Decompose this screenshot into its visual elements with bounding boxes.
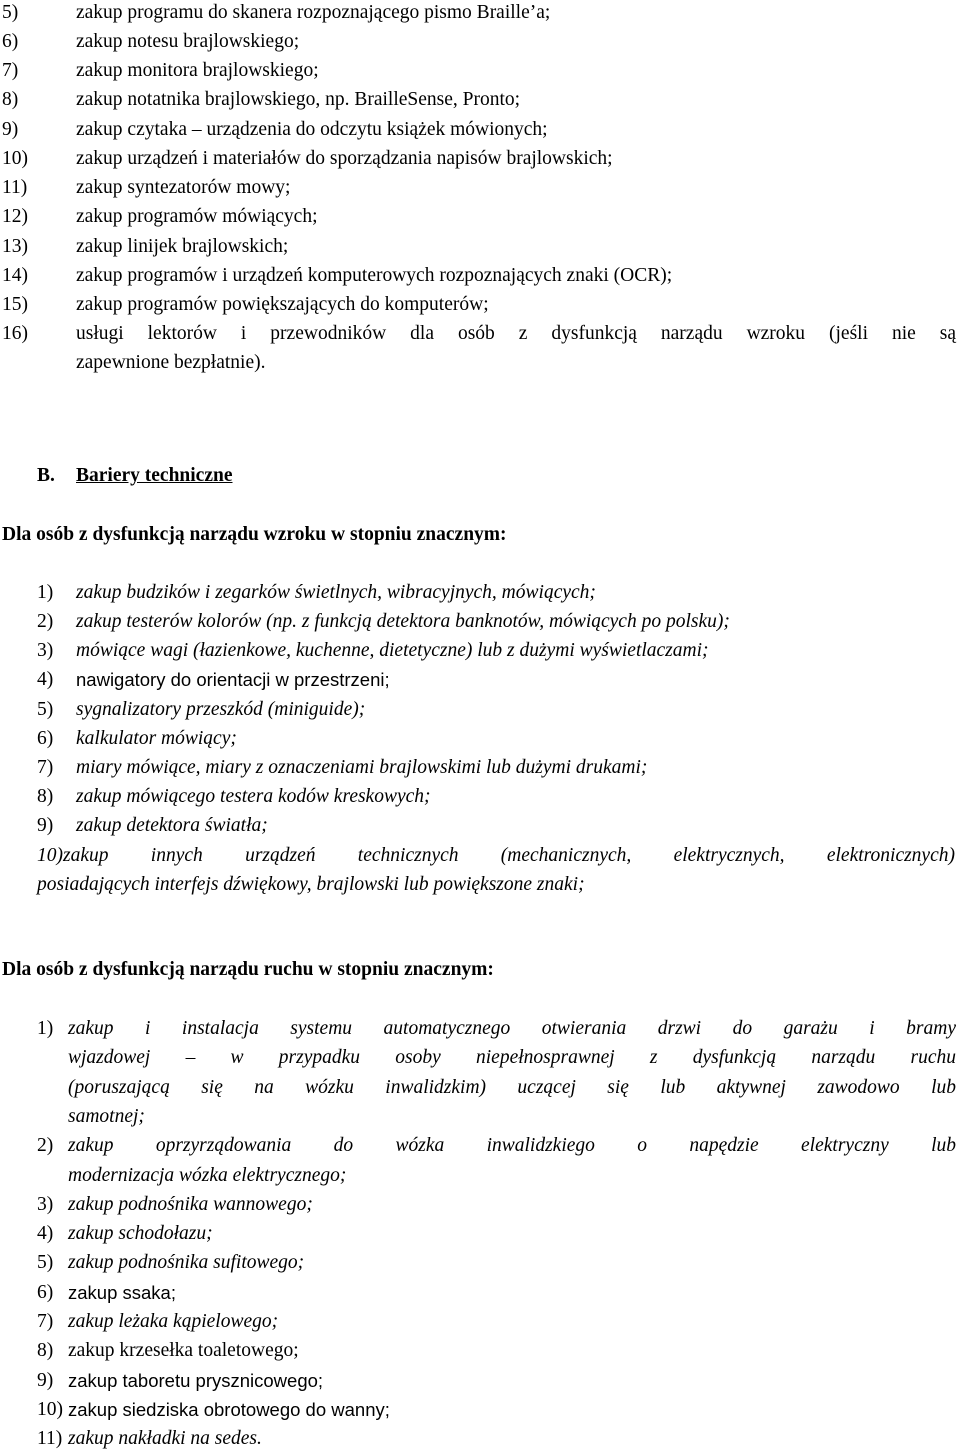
item-text: zakup ssaka;: [68, 1281, 176, 1303]
item-text: zakup notatnika brajlowskiego, np. BrailleSense, Pronto;: [76, 89, 521, 110]
item-text: zakup syntezatorów mowy;: [76, 177, 291, 198]
item-text: zakup siedziska obrotowego do wanny;: [68, 1398, 390, 1420]
item-number: 7): [37, 1311, 54, 1332]
item-text: kalkulator mówiący;: [76, 728, 237, 749]
heading-text: Dla osób z dysfunkcją narządu wzroku w stopniu znacznym:: [2, 524, 507, 545]
item-number: 9): [37, 1369, 54, 1391]
item-text: posiadających interfejs dźwiękowy, brajlowski lub powiększone znaki;: [37, 874, 585, 895]
item-text: zakup oprzyrządowania do wózka inwalidzkiego o napędzie elektryczny lub: [68, 1135, 956, 1157]
item-text: zakup programu do skanera rozpoznającego pismo Braille’a;: [76, 2, 551, 23]
item-number: 7): [2, 60, 19, 81]
item-number: 4): [37, 1223, 54, 1245]
item-number: 10): [2, 148, 28, 169]
item-text: zakup taboretu prysznicowego;: [68, 1369, 324, 1391]
item-text: zakup budzików i zegarków świetlnych, wibracyjnych, mówiących;: [76, 582, 596, 603]
item-text: zakup detektora światła;: [76, 815, 268, 836]
item-number: 13): [2, 236, 28, 257]
item-number: 16): [2, 323, 28, 344]
item-number: 7): [37, 757, 54, 778]
item-number: 10): [37, 845, 63, 866]
item-number: 6): [37, 728, 54, 749]
item-text: zakup programów i urządzeń komputerowych rozpoznających znaki (OCR);: [76, 265, 673, 286]
item-number: 8): [37, 1340, 54, 1362]
item-text: zakup podnośnika sufitowego;: [68, 1252, 305, 1274]
item-number: 4): [37, 669, 54, 690]
item-number: 15): [2, 294, 28, 315]
item-text: (poruszającą się na wózku inwalidzkim) uczącej się lub aktywnej zawodowo lub: [68, 1076, 956, 1098]
item-number: 5): [2, 2, 19, 23]
item-text: zakup notesu brajlowskiego;: [76, 31, 300, 52]
item-text: zapewnione bezpłatnie).: [76, 352, 266, 373]
item-text: [37, 843, 955, 869]
heading-text: Dla osób z dysfunkcją narządu ruchu w stopniu znacznym:: [2, 959, 494, 980]
item-text: nawigatory do orientacji w przestrzeni;: [76, 669, 390, 690]
item-number: 11): [2, 177, 28, 198]
item-number: 6): [37, 1281, 54, 1303]
item-number: 3): [37, 640, 54, 661]
item-text: zakup linijek brajlowskich;: [76, 236, 289, 257]
item-number: 1): [37, 1018, 54, 1039]
item-number: 9): [37, 815, 54, 836]
item-number: 8): [2, 89, 19, 110]
item-text: samotnej;: [68, 1105, 145, 1127]
item-number: 10): [37, 1398, 63, 1420]
item-number: 5): [37, 1252, 54, 1274]
item-text: zakup schodołazu;: [68, 1223, 213, 1245]
item-text: modernizacja wózka elektrycznego;: [68, 1164, 347, 1186]
item-number: 2): [37, 611, 54, 632]
item-text: sygnalizatory przeszkód (miniguide);: [76, 699, 366, 720]
item-text: zakup nakładki na sedes.: [68, 1428, 262, 1450]
item-text: zakup programów powiększających do komputerów;: [76, 294, 489, 315]
item-number: 1): [37, 582, 54, 603]
item-text: zakup monitora brajlowskiego;: [76, 60, 319, 81]
item-number: 14): [2, 265, 28, 286]
item-text: zakup mówiącego testera kodów kreskowych;: [76, 786, 431, 807]
item-number: 3): [37, 1193, 54, 1215]
item-text: zakup testerów kolorów (np. z funkcją detektora banknotów, mówiących po polsku);: [76, 611, 730, 632]
item-number: 8): [37, 786, 54, 807]
item-text: usługi lektorów i przewodników dla osób z dysfunkcją narządu wzroku (jeśli nie są: [76, 323, 956, 344]
item-number: 11): [37, 1428, 63, 1450]
item-text: miary mówiące, miary z oznaczeniami brajlowskimi lub dużymi drukami;: [76, 757, 648, 778]
item-text: zakup podnośnika wannowego;: [68, 1193, 313, 1215]
item-number: 12): [2, 206, 28, 227]
section-title: Bariery techniczne: [76, 465, 233, 486]
item-text: mówiące wagi (łazienkowe, kuchenne, dietetyczne) lub z dużymi wyświetlaczami;: [76, 640, 709, 661]
item-text: zakup urządzeń i materiałów do sporządzania napisów brajlowskich;: [76, 148, 613, 169]
item-number: 9): [2, 119, 19, 140]
item-text: zakup programów mówiących;: [76, 206, 318, 227]
item-text: zakup i instalacja systemu automatycznego otwierania drzwi do garażu i bramy: [68, 1018, 956, 1039]
item-number: 2): [37, 1135, 54, 1157]
item-text: wjazdowej – w przypadku osoby niepełnosprawnej z dysfunkcją narządu ruchu: [68, 1047, 956, 1069]
item-number: 6): [2, 31, 19, 52]
section-letter: B.: [37, 465, 55, 486]
item-text: zakup leżaka kąpielowego;: [68, 1311, 279, 1332]
item-text-inner: zakup innych urządzeń technicznych (mechanicznych, elektrycznych, elektronicznych): [63, 845, 955, 866]
item-number: 5): [37, 699, 54, 720]
item-text: zakup krzesełka toaletowego;: [68, 1340, 299, 1362]
item-text: zakup czytaka – urządzenia do odczytu książek mówionych;: [76, 119, 548, 140]
